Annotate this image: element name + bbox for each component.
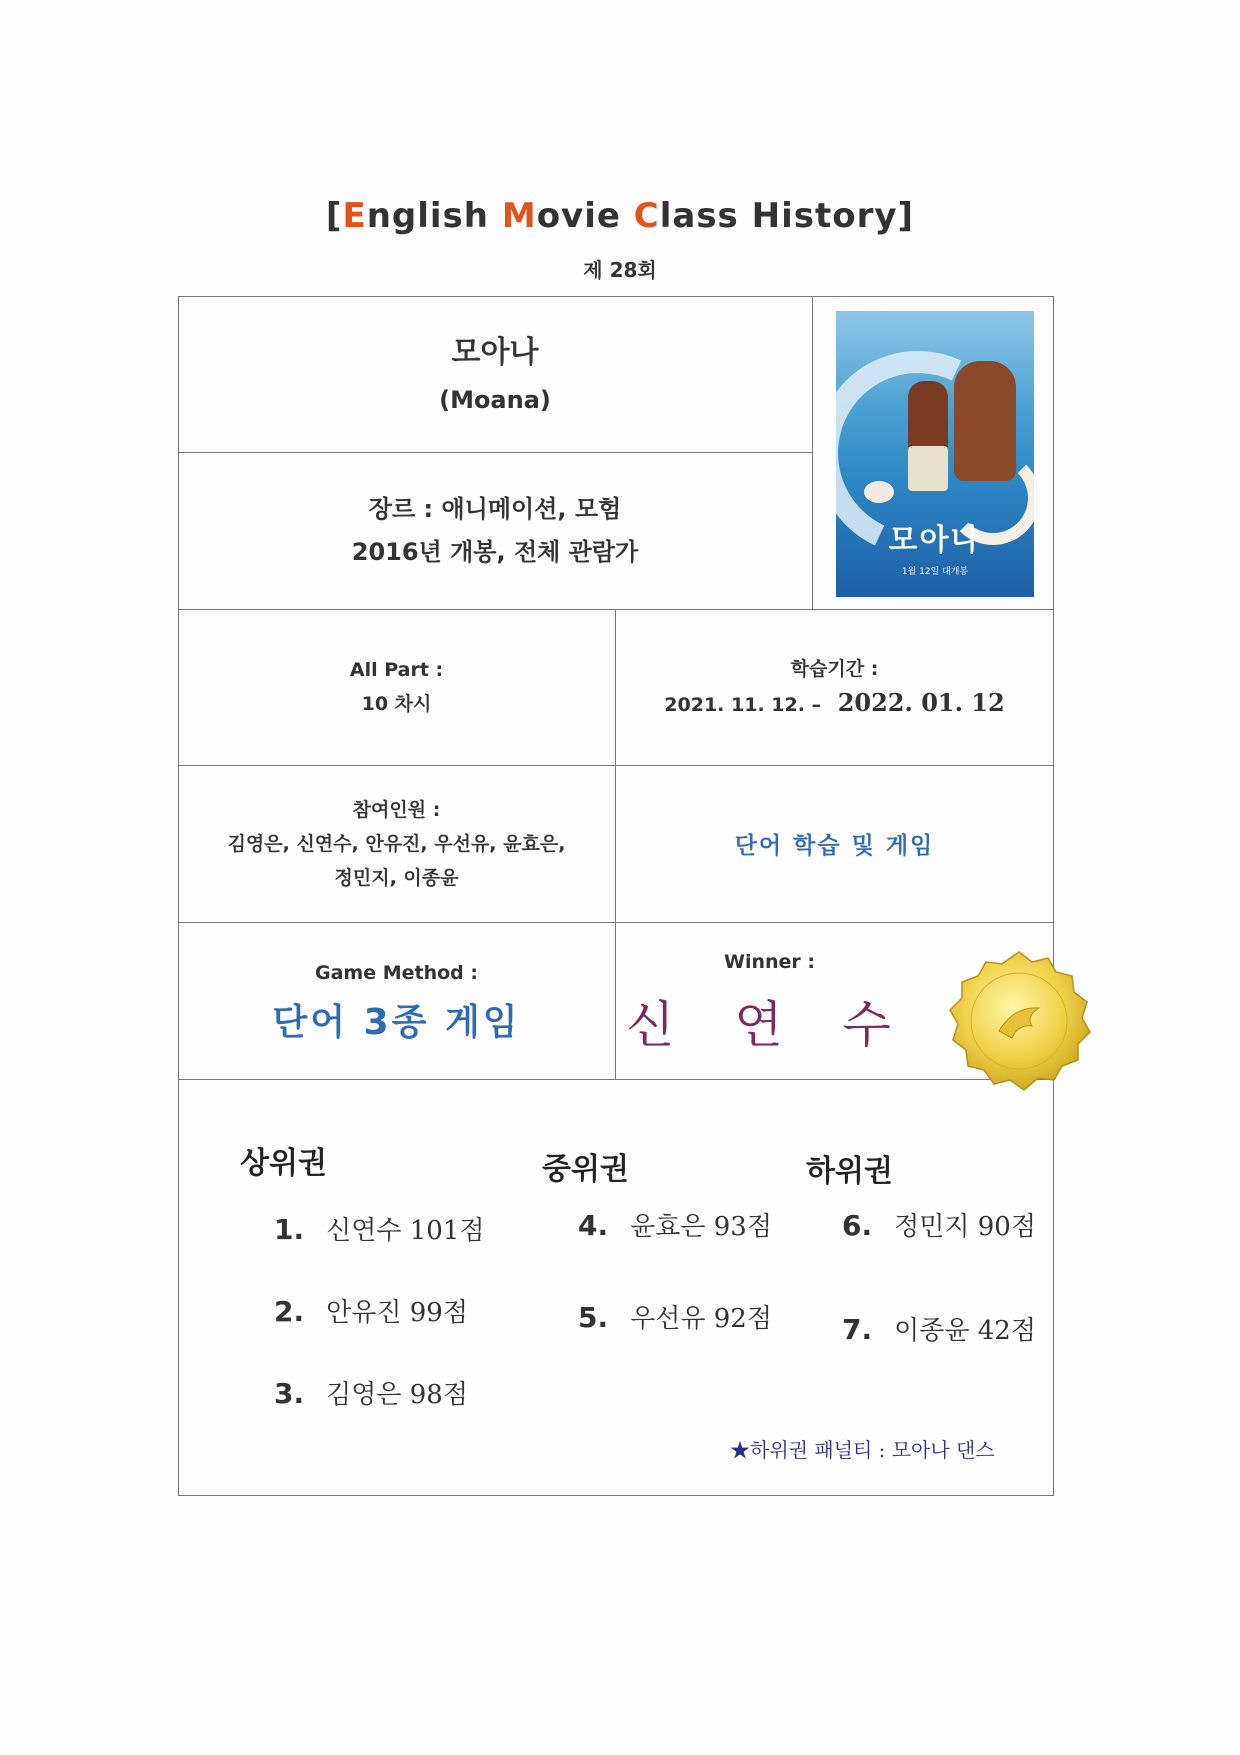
rank-entry: 3. 김영은 98점: [274, 1377, 468, 1410]
table-divider: [178, 1079, 1054, 1080]
participants-label: 참여인원 :: [352, 798, 441, 821]
participants-cell: [178, 765, 615, 922]
part-cell: [178, 609, 615, 765]
poster-pig: [864, 481, 894, 503]
group-heading-middle: 중위권: [542, 1152, 629, 1187]
group-heading-bottom: 하위권: [806, 1154, 893, 1189]
part-label: All Part :: [349, 659, 444, 681]
winner-name: 신 연 수: [626, 995, 913, 1054]
penalty-note: ★하위권 패널티 : 모아나 댄스: [730, 1438, 995, 1462]
page-title: [English Movie Class History]: [325, 196, 915, 236]
poster-moana: [908, 381, 948, 491]
movie-genre: 장르 : 애니메이션, 모험: [368, 494, 622, 523]
rank-entry: 5. 우선유 92점: [578, 1301, 772, 1334]
winner-label: Winner :: [724, 950, 815, 973]
activity-text: 단어 학습 및 게임: [734, 833, 935, 859]
rank-entry: 7. 이종윤 42점: [842, 1313, 1036, 1346]
activity-cell: [615, 765, 1054, 922]
period-start: 2021. 11. 12. –: [664, 694, 822, 716]
movie-title-cell: [178, 296, 812, 452]
movie-title-english: (Moana): [439, 385, 551, 414]
poster-title: 모아나: [888, 523, 982, 558]
rank-entry: 1. 신연수 101점: [274, 1213, 485, 1246]
movie-poster: [836, 311, 1034, 597]
movie-info-cell: [178, 452, 812, 609]
rank-entry: 2. 안유진 99점: [274, 1295, 468, 1328]
table-divider: [812, 296, 813, 609]
game-method-cell: [178, 922, 615, 1079]
game-method-value: 단어 3종 게임: [272, 1002, 521, 1043]
rank-entry: 6. 정민지 90점: [842, 1209, 1036, 1242]
episode-number: 제 28회: [583, 258, 657, 282]
period-label: 학습기간 :: [790, 658, 879, 680]
movie-release: 2016년 개봉, 전체 관람가: [351, 537, 639, 566]
rank-entry: 4. 윤효은 93점: [578, 1209, 772, 1242]
movie-title-korean: 모아나: [451, 334, 539, 370]
period-cell: [615, 609, 1054, 765]
part-value: 10 차시: [361, 693, 432, 715]
game-method-label: Game Method :: [315, 962, 478, 984]
participants-line2: 정민지, 이종윤: [334, 866, 459, 889]
period-end: 2022. 01. 12: [837, 688, 1005, 717]
poster-release: 1월 12일 대개봉: [901, 567, 969, 577]
participants-line1: 김영은, 신연수, 안유진, 우선유, 윤효은,: [227, 832, 566, 855]
group-heading-top: 상위권: [240, 1146, 327, 1181]
gold-seal-sticker: [944, 946, 1094, 1096]
